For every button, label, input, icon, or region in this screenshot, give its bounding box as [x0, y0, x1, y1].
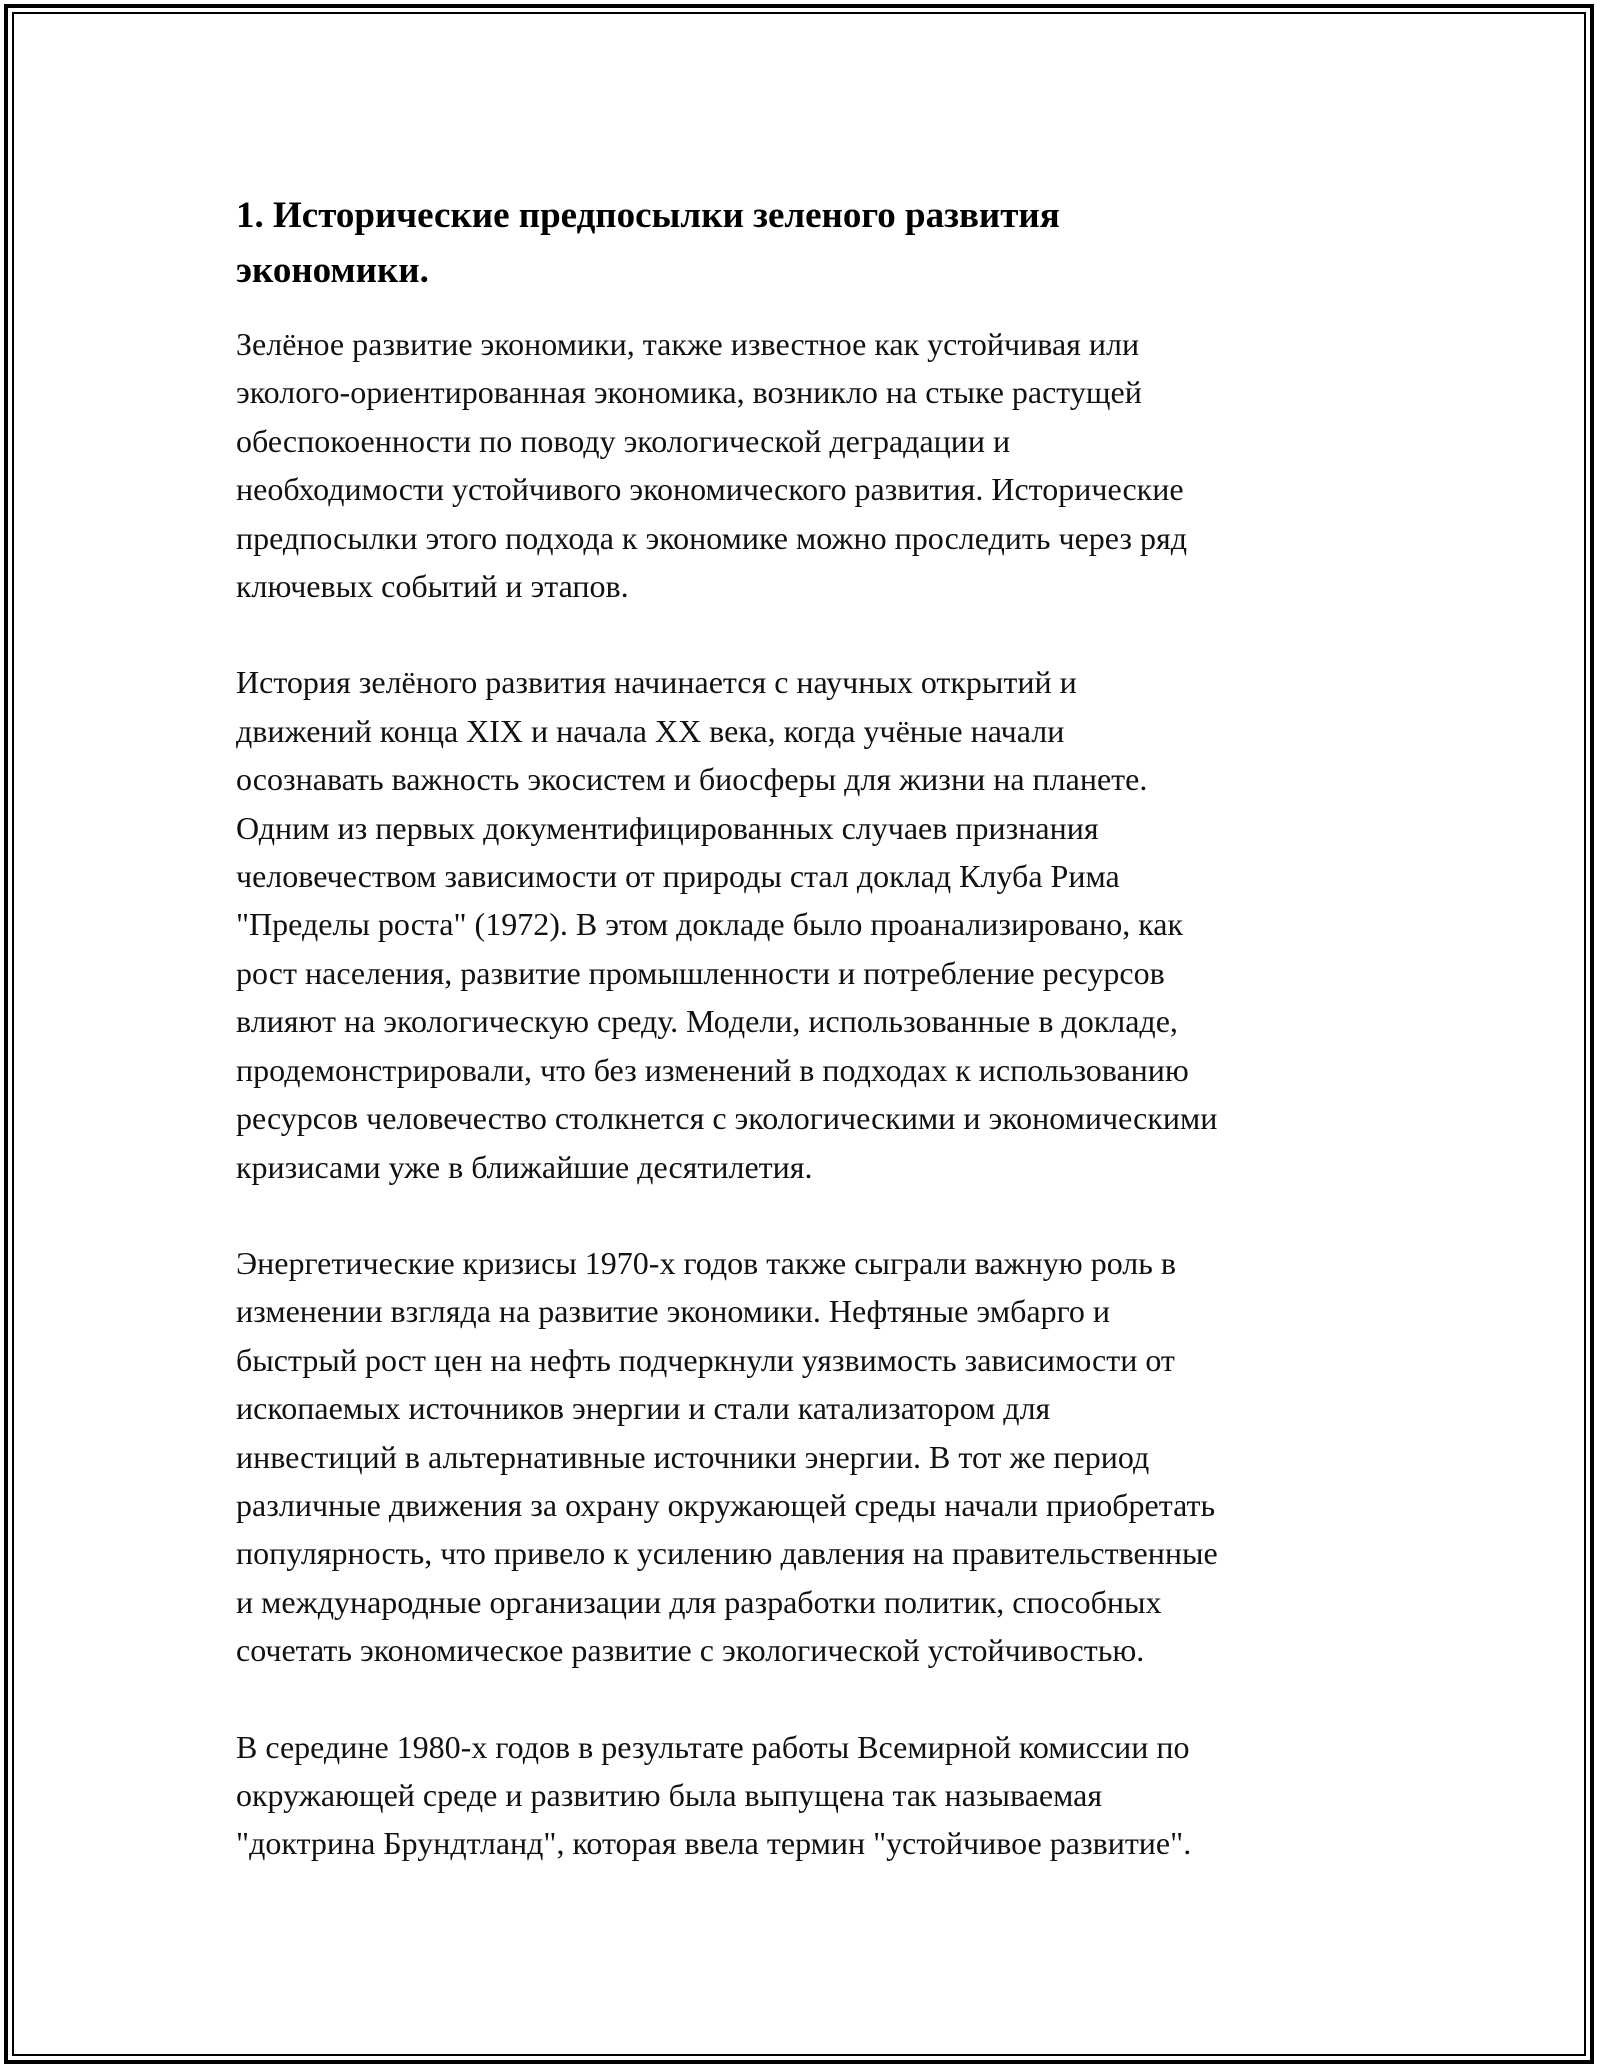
- text-line: ключевых событий и этапов.: [236, 568, 629, 605]
- text-line: сочетать экономическое развитие с экологической устойчивостью.: [236, 1632, 1145, 1669]
- paragraph-brundtland: [236, 1723, 1386, 1868]
- heading-line: экономики.: [236, 250, 429, 291]
- text-line: продемонстрировали, что без изменений в подходах к использованию: [236, 1051, 1189, 1088]
- text-line: предпосылки этого подхода к экономике можно проследить через ряд: [236, 519, 1188, 556]
- text-line: движений конца XIX и начала XX века, когда учёные начали: [236, 712, 1065, 749]
- text-line: быстрый рост цен на нефть подчеркнули уязвимость зависимости от: [236, 1341, 1175, 1378]
- document-body: [236, 188, 1386, 1916]
- text-line: кризисами уже в ближайшие десятилетия.: [236, 1148, 813, 1185]
- text-line: различные движения за охрану окружающей среды начали приобретать: [236, 1486, 1216, 1523]
- text-line: популярность, что привело к усилению давления на правительственные: [236, 1535, 1218, 1572]
- text-line: изменении взгляда на развитие экономики. Нефтяные эмбарго и: [236, 1293, 1111, 1330]
- text-line: необходимости устойчивого экономического развития. Исторические: [236, 471, 1184, 508]
- paragraph-intro: [236, 320, 1386, 610]
- text-line: Одним из первых документифицированных случаев признания: [236, 809, 1099, 846]
- text-line: История зелёного развития начинается с научных открытий и: [236, 664, 1077, 701]
- text-line: ископаемых источников энергии и стали катализатором для: [236, 1390, 1051, 1427]
- text-line: инвестиций в альтернативные источники энергии. В тот же период: [236, 1438, 1150, 1475]
- text-line: рост населения, развитие промышленности и потребление ресурсов: [236, 954, 1165, 991]
- text-line: эколого-ориентированная экономика, возникло на стыке растущей: [236, 374, 1142, 411]
- text-line: ресурсов человечество столкнется с экологическими и экономическими: [236, 1100, 1218, 1137]
- heading-line: 1. Исторические предпосылки зеленого развития: [236, 195, 1060, 236]
- paragraph-energy-crisis: [236, 1239, 1386, 1675]
- text-line: влияют на экологическую среду. Модели, использованные в докладе,: [236, 1003, 1178, 1040]
- text-line: обеспокоенности по поводу экологической деградации и: [236, 422, 1011, 459]
- text-line: и международные организации для разработки политик, способных: [236, 1583, 1162, 1620]
- text-line: "Пределы роста" (1972). В этом докладе было проанализировано, как: [236, 906, 1183, 943]
- text-line: Зелёное развитие экономики, также известное как устойчивая или: [236, 326, 1140, 362]
- text-line: В середине 1980-х годов в результате работы Всемирной комиссии по: [236, 1728, 1190, 1765]
- text-line: осознавать важность экосистем и биосферы для жизни на планете.: [236, 761, 1148, 798]
- text-line: окружающей среде и развитию была выпущена так называемая: [236, 1776, 1103, 1813]
- text-line: "доктрина Брундтланд", которая ввела термин "устойчивое развитие".: [236, 1825, 1192, 1862]
- section-heading: [236, 188, 1386, 298]
- paragraph-history: [236, 658, 1386, 1190]
- text-line: человечеством зависимости от природы стал доклад Клуба Рима: [236, 858, 1120, 895]
- text-line: Энергетические кризисы 1970-х годов также сыграли важную роль в: [236, 1244, 1176, 1281]
